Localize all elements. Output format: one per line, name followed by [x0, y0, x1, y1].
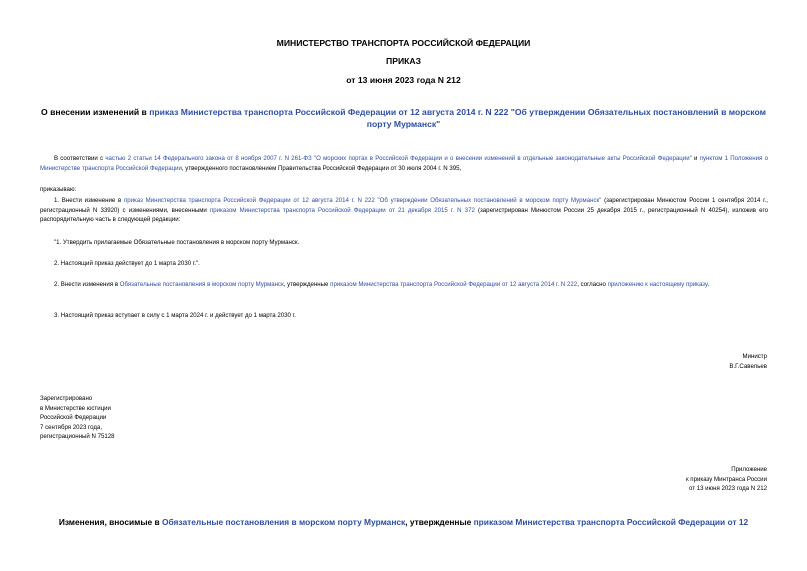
item-3-paragraph: 3. Настоящий приказ вступает в силу с 1 марта 2024 г. и действует до 1 марта 2030 г.: [54, 312, 296, 319]
registration-line-2: в Министерстве юстиции: [40, 404, 111, 412]
item1-order-372-link[interactable]: приказом Министерства транспорта Российской Федерации от 21 декабря 2015 г. N 372: [209, 206, 475, 214]
signature-name: В.Г.Савельев: [729, 362, 767, 370]
preamble-text-1: В соответствии с: [54, 155, 106, 162]
footer-text-2: , утвержденные: [405, 517, 474, 527]
signature-block: [729, 352, 767, 371]
item1-order-222-link[interactable]: приказ Министерства транспорта Российской Федерации от 12 августа 2014 г. N 222 "Об утверждении Обязательных постановлений в морском порту Мурманск": [123, 197, 602, 204]
signature-role: Министр: [742, 353, 767, 360]
item2-regulations-link[interactable]: Обязательные постановления в морском порту Мурманск: [119, 281, 284, 288]
order-title: [40, 106, 767, 130]
registration-line-1: Зарегистрировано: [40, 395, 93, 402]
item1-text-3: (зарегистрирован Минюстом России 25 декабря 2015 г., регистрационный N 40254), изложив его распорядительную часть в следующей редакции:: [40, 206, 768, 223]
doc-type-heading: ПРИКАЗ: [386, 56, 421, 66]
registration-line-4: 7 сентября 2023 года,: [40, 423, 103, 431]
federal-law-link[interactable]: частью 2 статьи 14 Федерального закона от 8 ноября 2007 г. N 261-ФЗ "О морских портах в Российской Федерации и о внесении изменений в отдельные законодательные акты Российской Федерации": [105, 155, 692, 162]
item2-order-222-link[interactable]: приказом Министерства транспорта Российской Федерации от 12 августа 2014 г. N 222: [330, 281, 578, 288]
item1-text-1: 1. Внести изменение в: [54, 197, 124, 204]
footer-text-1: Изменения, вносимые в: [58, 517, 162, 527]
item1-text-2: (зарегистрирован Минюстом России 1 сентября 2014 г., регистрационный N 33920) с изменениями, внесенными: [40, 197, 768, 214]
registration-block: [40, 394, 115, 442]
preamble-text-2: и: [691, 155, 700, 162]
item-1-paragraph: [40, 196, 768, 225]
item2-text-2: , утвержденные: [283, 281, 331, 288]
item2-appendix-link[interactable]: приложению к настоящему приказу: [607, 281, 708, 288]
item2-text-4: .: [707, 281, 710, 288]
appendix-line-1: Приложение: [731, 466, 767, 473]
preamble-text-3: , утвержденного постановлением Правительства Российской Федерации от 30 июля 2004 г. N 395,: [181, 164, 462, 172]
ministry-heading: МИНИСТЕРСТВО ТРАНСПОРТА РОССИЙСКОЙ ФЕДЕРАЦИИ: [276, 38, 531, 48]
title-prefix: О внесении изменений в: [41, 107, 150, 117]
item2-text-3: , согласно: [577, 281, 608, 288]
title-order-link[interactable]: приказ Министерства транспорта Российской Федерации от 12 августа 2014 г. N 222 "Об утверждении Обязательных постановлений в морском порту Мурманск": [149, 107, 766, 129]
appendix-title: [0, 517, 807, 527]
date-number-heading: от 13 июня 2023 года N 212: [346, 75, 461, 85]
appendix-line-3: от 13 июня 2023 года N 212: [688, 485, 767, 492]
quote-1: "1. Утвердить прилагаемые Обязательные постановления в морском порту Мурманск.: [54, 239, 300, 246]
registration-line-5: регистрационный N 75128: [40, 433, 115, 440]
item2-text-1: 2. Внести изменения в: [54, 281, 120, 288]
footer-regulations-link[interactable]: Обязательные постановления в морском порту Мурманск: [161, 517, 406, 527]
footer-order-link[interactable]: приказом Министерства транспорта Российской Федерации от 12: [473, 517, 749, 527]
ministry-regulation-link[interactable]: пунктом 1 Положения о Министерстве транспорта Российской Федерации: [40, 155, 768, 172]
quote-2: 2. Настоящий приказ действует до 1 марта 2030 г.".: [54, 260, 200, 267]
appendix-block: [686, 465, 767, 494]
registration-line-3: Российской Федерации: [40, 414, 107, 421]
appendix-line-2: к приказу Минтранса России: [685, 475, 767, 483]
order-word: приказываю:: [40, 186, 77, 193]
item-2-paragraph: [40, 280, 768, 290]
preamble-paragraph: [40, 154, 768, 173]
